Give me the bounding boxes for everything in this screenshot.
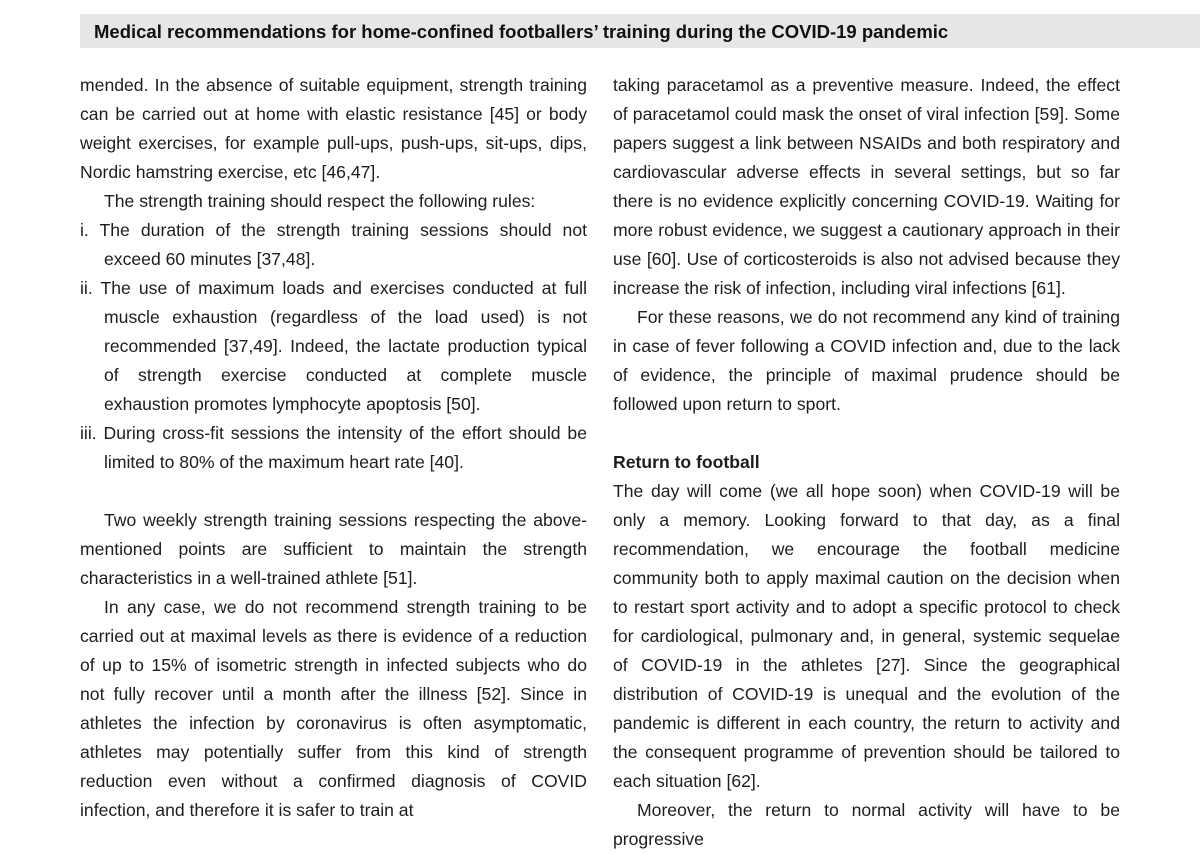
section-heading: Return to football [613, 452, 760, 472]
body-paragraph: The day will come (we all hope soon) when COVID-19 will be only a memory. Looking forward to that day, as a final recommendation, we encourage the football medicine community both to apply maximal caution on the decision when to restart sport activity and to adopt a specific protocol to check for cardiological, pulmonary and, in general, systemic sequelae of COVID-19 in the athletes [27]. Since the geographical distribution of COVID-19 is unequal and the evolution of the pandemic is different in each country, the return to activity and the consequent programme of prevention should be tailored to each situation [62]. [613, 481, 1120, 791]
body-paragraph: Moreover, the return to normal activity will have to be progressive [613, 800, 1120, 849]
body-paragraph: For these reasons, we do not recommend any kind of training in case of fever following a COVID infection and, due to the lack of evidence, the principle of maximal prudence should be followed upon return to sport. [613, 307, 1120, 414]
left-column [80, 71, 587, 825]
rule-list-item: iii. During cross-fit sessions the intensity of the effort should be limited to 80% of the maximum heart rate [40]. [80, 423, 587, 472]
right-column [613, 71, 1120, 854]
rule-list-item: ii. The use of maximum loads and exercises conducted at full muscle exhaustion (regardless of the load used) is not recommended [37,49]. Indeed, the lactate production typical of strength exercise conducted at complete muscle exhaustion promotes lymphocyte apoptosis [50]. [80, 278, 587, 414]
running-header [80, 14, 1200, 48]
rule-list-item: i. The duration of the strength training sessions should not exceed 60 minutes [37,48]. [80, 220, 587, 269]
body-paragraph: taking paracetamol as a preventive measure. Indeed, the effect of paracetamol could mask the onset of viral infection [59]. Some papers suggest a link between NSAIDs and both respiratory and cardiovascular adverse effects in several settings, but so far there is no evidence explicitly concerning COVID-19. Waiting for more robust evidence, we suggest a cautionary approach in their use [60]. Use of corticosteroids is also not advised because they increase the risk of infection, including viral infections [61]. [613, 75, 1120, 298]
body-paragraph: The strength training should respect the following rules: [104, 191, 536, 211]
body-paragraph: mended. In the absence of suitable equipment, strength training can be carried out at home with elastic resistance [45] or body weight exercises, for example pull-ups, push-ups, sit-ups, dips, Nordic hamstring exercise, etc [46,47]. [80, 75, 587, 182]
paragraph-spacer [613, 419, 1120, 448]
body-paragraph: Two weekly strength training sessions respecting the above-mentioned points are sufficient to maintain the strength characteristics in a well-trained athlete [51]. [80, 510, 587, 588]
body-paragraph: In any case, we do not recommend strength training to be carried out at maximal levels as there is evidence of a reduction of up to 15% of isometric strength in infected subjects who do not fully recover until a month after the illness [52]. Since in athletes the infection by coronavirus is often asymptomatic, athletes may potentially suffer from this kind of strength reduction even without a confirmed diagnosis of COVID infection, and therefore it is safer to train at [80, 597, 587, 820]
paragraph-spacer [80, 477, 587, 506]
running-header-title: Medical recommendations for home-confined footballers’ training during the COVID-19 pandemic [94, 21, 949, 42]
